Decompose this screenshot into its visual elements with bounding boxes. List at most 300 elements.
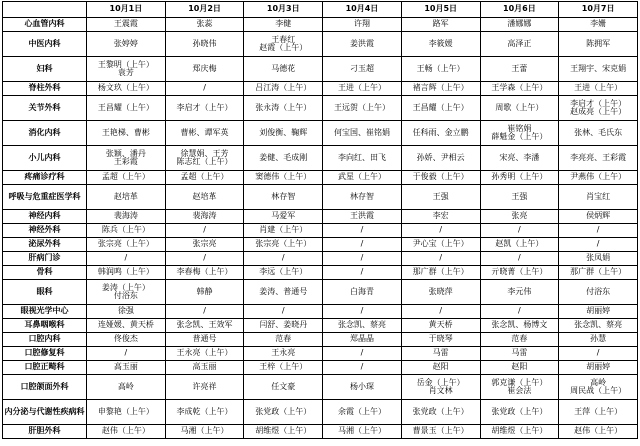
table-row [3,171,638,185]
doctor-name: 曹景玉（上午） [412,426,469,436]
doctor-name: 王畅（上午） [416,63,465,73]
schedule-cell [165,57,244,82]
schedule-cell [480,347,559,361]
doctor-name: 范春 [511,334,528,344]
department-name: 眼视光学中心 [3,305,87,319]
schedule-cell [244,347,323,361]
schedule-cell [480,305,559,319]
department-name: 脊柱外科 [3,82,87,96]
schedule-cell [244,333,323,347]
schedule-cell [87,32,166,57]
doctor-name: 孙慧 [590,334,607,344]
doctor-name: 闫舒、姜晓丹 [259,320,308,330]
doctor-name: 林存智 [271,191,296,201]
schedule-cell [165,96,244,121]
doctor-name: 孙娇、尹相云 [416,152,465,162]
table-row [3,82,638,96]
schedule-cell [480,96,559,121]
doctor-name: / [124,348,128,358]
doctor-name: 王洪霞 [349,211,374,221]
schedule-cell [559,280,638,305]
doctor-name: 孟超（上午） [101,172,150,182]
doctor-name: 任科雨、金立鹏 [412,127,469,137]
doctor-name: 陈拥军 [586,38,611,48]
department-name: 口腔内科 [3,333,87,347]
doctor-name: / [360,267,364,277]
schedule-cell [165,280,244,305]
schedule-cell [401,18,480,32]
schedule-cell [401,400,480,425]
schedule-cell [480,18,559,32]
schedule-cell [244,57,323,82]
schedule-cell [401,96,480,121]
doctor-name: 孙秀明（上午） [491,172,548,182]
schedule-cell [480,82,559,96]
doctor-name: 李姗 [590,19,607,29]
schedule-cell [401,305,480,319]
clinic-schedule-table [2,1,638,439]
schedule-cell [87,96,166,121]
schedule-cell [401,266,480,280]
schedule-cell [480,400,559,425]
doctor-name: 尹心宝（上午） [412,239,469,249]
table-row [3,57,638,82]
doctor-name: 胡维煜（上午） [491,426,548,436]
schedule-cell [559,347,638,361]
doctor-name: 王进（上午） [337,83,386,93]
department-name: 心血管内科 [3,18,87,32]
schedule-cell [244,171,323,185]
department-name: 肝胆外科 [3,425,87,439]
schedule-cell [244,224,323,238]
schedule-cell [165,121,244,146]
doctor-name: 许翔 [353,19,370,29]
schedule-cell [165,171,244,185]
schedule-cell [165,32,244,57]
doctor-name: 申黎艳（上午） [97,406,154,416]
doctor-name: 李启才（上午） [176,102,233,112]
doctor-name: 王春红 [271,34,296,44]
table-row [3,305,638,319]
department-name: 耳鼻咽喉科 [3,319,87,333]
schedule-cell [401,171,480,185]
schedule-cell [559,210,638,224]
schedule-cell [165,252,244,266]
schedule-cell [401,361,480,375]
department-name: 妇科 [3,57,87,82]
schedule-cell [401,238,480,252]
doctor-name: 王艳梯、曹彬 [101,127,150,137]
doctor-name: 曹彬、谭军英 [180,127,229,137]
schedule-cell [559,82,638,96]
schedule-cell [165,210,244,224]
department-name: 小儿内科 [3,146,87,171]
doctor-name: 那广群（上午） [570,267,627,277]
schedule-cell [165,333,244,347]
table-row [3,266,638,280]
schedule-cell [87,185,166,210]
schedule-cell [244,121,323,146]
department-name: 神经外科 [3,224,87,238]
doctor-name: 高岭 [117,381,134,391]
schedule-cell [244,185,323,210]
table-row [3,252,638,266]
doctor-name: 徐强 [117,306,134,316]
doctor-name: 赵伟（上午） [101,426,150,436]
schedule-cell [401,280,480,305]
date-header: 10月4日 [323,2,402,18]
doctor-name: / [518,253,521,263]
doctor-name: 周民战（上午） [570,386,627,395]
schedule-cell [87,400,166,425]
department-name: 关节外科 [3,96,87,121]
doctor-name: 刁玉超 [349,63,374,73]
doctor-name: 周歌（上午） [495,102,544,112]
doctor-name: 王翔宇、宋克娟 [570,63,627,73]
table-header-row [3,2,638,18]
schedule-cell [87,319,166,333]
schedule-cell [165,185,244,210]
table-row [3,224,638,238]
doctor-name: 张念凯、蔡亮 [574,320,623,330]
doctor-name: / [439,225,443,235]
doctor-name: 付浴东 [586,286,611,296]
doctor-name: 姜健、毛成刚 [259,152,308,162]
schedule-cell [480,185,559,210]
department-name: 骨科 [3,266,87,280]
doctor-name: 马湘（上午） [180,426,229,436]
doctor-name: 姜涛、普通号 [259,286,308,296]
table-body [3,18,638,439]
doctor-name: 王进（上午） [574,83,623,93]
schedule-cell [480,375,559,400]
schedule-cell [165,238,244,252]
schedule-cell [323,280,402,305]
schedule-cell [244,425,323,439]
schedule-cell [323,266,402,280]
doctor-name: 胡丽婷 [586,362,611,372]
doctor-name: 高玉丽 [192,362,217,372]
table-row [3,375,638,400]
doctor-name: 韩静 [196,286,213,296]
schedule-cell [244,82,323,96]
doctor-name: 王蕾 [511,63,528,73]
doctor-name: 张永涛（上午） [255,102,312,112]
schedule-cell [401,121,480,146]
doctor-name: 孟超（上午） [180,172,229,182]
doctor-name: 李筱媛 [428,38,453,48]
doctor-name: 韩润鸣（上午） [97,267,154,277]
doctor-name: 袁芳 [117,68,134,77]
table-row [3,347,638,361]
schedule-cell [559,185,638,210]
schedule-cell [87,252,166,266]
doctor-name: 岳金（上午） [416,377,465,387]
schedule-cell [480,280,559,305]
doctor-name: 侯炳辉 [586,211,611,221]
schedule-cell [480,361,559,375]
table-row [3,319,638,333]
schedule-cell [401,57,480,82]
schedule-cell [165,82,244,96]
doctor-name: 裴海涛 [113,211,138,221]
schedule-cell [165,224,244,238]
schedule-cell [323,425,402,439]
table-row [3,238,638,252]
schedule-cell [480,210,559,224]
doctor-name: 徐慧娟、王芳 [180,148,229,158]
doctor-name: 连娅媛、黄天桥 [97,320,154,330]
doctor-name: 赵培革 [113,191,138,201]
doctor-name: / [439,253,443,263]
table-row [3,280,638,305]
date-header: 10月7日 [559,2,638,18]
doctor-name: 王强 [511,191,528,201]
schedule-cell [323,347,402,361]
schedule-cell [87,121,166,146]
doctor-name: 马湘（上午） [337,426,386,436]
doctor-name: 于俊毅（上午） [412,172,469,182]
doctor-name: 李亮亮、王彩霞 [570,152,627,162]
doctor-name: / [203,225,206,235]
schedule-cell [244,361,323,375]
schedule-cell [323,361,402,375]
doctor-name: 张宗亮（上午） [97,239,154,249]
table-row [3,333,638,347]
schedule-cell [244,280,323,305]
doctor-name: / [518,225,521,235]
doctor-name: / [360,362,364,372]
schedule-cell [559,224,638,238]
schedule-cell [244,305,323,319]
doctor-name: 张蕊 [196,19,213,29]
schedule-cell [480,224,559,238]
schedule-cell [401,375,480,400]
doctor-name: / [439,306,443,316]
doctor-name: / [596,348,600,358]
schedule-cell [323,32,402,57]
table-row [3,121,638,146]
doctor-name: / [281,253,285,263]
doctor-name: 李宏 [432,211,449,221]
doctor-name: / [360,253,364,263]
doctor-name: 陈兵（上午） [101,225,150,235]
schedule-cell [323,319,402,333]
doctor-name: / [360,239,364,249]
schedule-cell [165,266,244,280]
doctor-name: 马雷 [432,348,449,358]
department-name: 泌尿外科 [3,238,87,252]
doctor-name: 孙晓伟 [192,38,217,48]
schedule-cell [559,238,638,252]
department-name: 中医内科 [3,32,87,57]
schedule-cell [165,425,244,439]
doctor-name: 佟俊杰 [113,334,138,344]
doctor-name: 王梓（上午） [259,362,308,372]
doctor-name: 张婷婷 [113,38,138,48]
doctor-name: 肖宝红 [586,191,611,201]
doctor-name: 余霞（上午） [337,406,386,416]
schedule-cell [87,375,166,400]
schedule-cell [165,305,244,319]
doctor-name: 张念凯、杨博文 [491,320,548,330]
schedule-cell [244,18,323,32]
schedule-cell [401,347,480,361]
schedule-cell [323,96,402,121]
header-corner [3,2,87,18]
schedule-cell [165,146,244,171]
doctor-name: 刘俊衡、鞠辉 [259,127,308,137]
schedule-cell [480,146,559,171]
department-name: 肝病门诊 [3,252,87,266]
doctor-name: 范春 [275,334,292,344]
doctor-name: 赵阳 [432,362,449,372]
doctor-name: 潘娜娜 [507,19,532,29]
schedule-cell [244,32,323,57]
schedule-cell [323,238,402,252]
doctor-name: 张颖、潘丹 [105,148,146,158]
schedule-cell [323,146,402,171]
doctor-name: 路军 [432,19,449,29]
table-row [3,361,638,375]
schedule-cell [323,18,402,32]
doctor-name: 亓晓菁（上午） [491,267,548,277]
schedule-cell [480,252,559,266]
date-header: 10月3日 [244,2,323,18]
schedule-cell [559,171,638,185]
doctor-name: 许亮祥 [192,381,217,391]
schedule-cell [165,361,244,375]
schedule-cell [87,280,166,305]
table-row [3,400,638,425]
doctor-name: 薛魁金（上午） [491,132,548,141]
schedule-cell [559,57,638,82]
schedule-cell [480,32,559,57]
doctor-name: 张党政（上午） [491,406,548,416]
table-row [3,32,638,57]
doctor-name: 吕江涛（上午） [255,83,312,93]
department-name: 呼吸与危重症医学科 [3,185,87,210]
doctor-name: / [360,306,364,316]
doctor-name: 赵凯（上午） [495,239,544,249]
doctor-name: 任文豪 [271,381,296,391]
department-name: 口腔正畸科 [3,361,87,375]
department-name: 疼痛诊疗科 [3,171,87,185]
schedule-cell [401,224,480,238]
doctor-name: 崔铭娟 [507,123,532,133]
doctor-name: 李成乾（上午） [176,406,233,416]
doctor-name: 郭克谦（上午） [491,377,548,387]
doctor-name: 李远（上午） [259,267,308,277]
doctor-name: 姜洪霞 [349,38,374,48]
schedule-cell [559,333,638,347]
doctor-name: 张念凯、王效军 [176,320,233,330]
schedule-cell [323,57,402,82]
schedule-cell [323,305,402,319]
doctor-name: 黄天桥 [428,320,453,330]
schedule-cell [244,210,323,224]
doctor-name: 李健 [275,19,292,29]
doctor-name: 张党政（上午） [412,406,469,416]
schedule-cell [480,171,559,185]
doctor-name: 高泽正 [507,38,532,48]
doctor-name: 李春梅（上午） [176,267,233,277]
doctor-name: 付浴东 [113,291,138,300]
doctor-name: 高岭 [590,377,607,387]
date-header: 10月6日 [480,2,559,18]
doctor-name: 王彩霞 [113,157,138,166]
schedule-cell [244,96,323,121]
doctor-name: 郑庆梅 [192,63,217,73]
doctor-name: 王永亮（上午） [176,348,233,358]
schedule-cell [559,266,638,280]
schedule-cell [87,82,166,96]
doctor-name: 张晓萍 [428,286,453,296]
doctor-name: 肖建（上午） [259,225,308,235]
schedule-cell [87,146,166,171]
doctor-name: 褚言辉（上午） [412,83,469,93]
doctor-name: / [203,306,206,316]
schedule-cell [87,171,166,185]
schedule-cell [87,305,166,319]
table-row [3,210,638,224]
department-name: 口腔修复科 [3,347,87,361]
schedule-cell [480,57,559,82]
schedule-cell [480,266,559,280]
doctor-name: / [203,83,206,93]
doctor-name: / [360,225,364,235]
schedule-cell [244,146,323,171]
doctor-name: 胡维煜（上午） [255,426,312,436]
department-name: 消化内科 [3,121,87,146]
doctor-name: 杨小琛 [349,381,374,391]
schedule-cell [401,425,480,439]
department-name: 神经内科 [3,210,87,224]
table-row [3,185,638,210]
schedule-cell [87,18,166,32]
schedule-cell [559,121,638,146]
doctor-name: 王昌耀（上午） [412,102,469,112]
schedule-cell [323,210,402,224]
schedule-cell [401,185,480,210]
table-row [3,146,638,171]
schedule-cell [165,347,244,361]
doctor-name: / [596,239,600,249]
doctor-name: 王黎明（上午） [97,59,154,69]
schedule-cell [559,375,638,400]
doctor-name: 尹燕伟（上午） [570,172,627,182]
schedule-cell [559,425,638,439]
doctor-name: 崔会法 [507,386,532,395]
schedule-cell [165,319,244,333]
doctor-name: 张党政（上午） [255,406,312,416]
doctor-name: 那广群（上午） [412,267,469,277]
doctor-name: 窦德伟（上午） [255,172,312,182]
schedule-cell [87,57,166,82]
schedule-cell [559,32,638,57]
department-name: 口腔颌面外科 [3,375,87,400]
date-header: 10月2日 [165,2,244,18]
doctor-name: 王震霞 [113,19,138,29]
doctor-name: 王永亮 [271,348,296,358]
schedule-cell [401,252,480,266]
doctor-name: 王学森（上午） [491,83,548,93]
doctor-name: 王强 [432,191,449,201]
doctor-name: 王远贺（上午） [333,102,390,112]
schedule-cell [323,121,402,146]
schedule-cell [87,224,166,238]
schedule-cell [559,252,638,266]
